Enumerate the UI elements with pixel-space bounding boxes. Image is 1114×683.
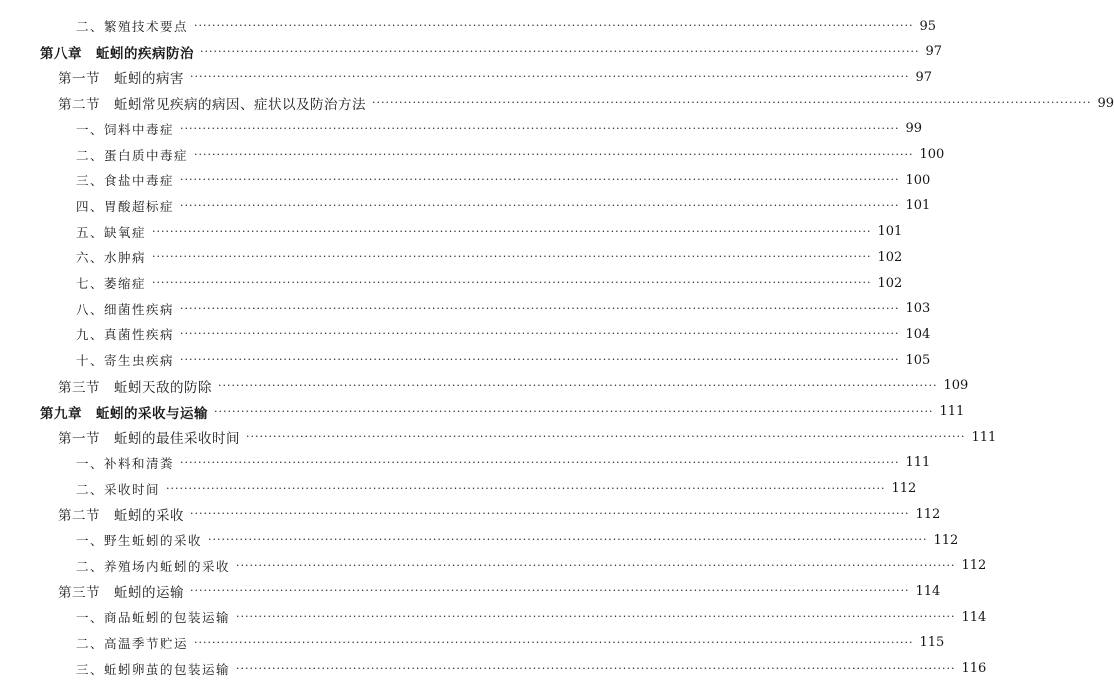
toc-entry (0, 117, 923, 141)
toc-entry-page: 114 (915, 583, 941, 599)
toc-entry-page: 104 (905, 326, 931, 342)
toc-entry (0, 40, 942, 64)
dot-leader: ································································································································································ (180, 353, 900, 367)
toc-entry-title: 一、补料和清粪 (76, 455, 175, 471)
toc-entry (0, 245, 903, 269)
toc-entry-title: 八、细菌性疾病 (76, 301, 175, 317)
toc-entry (0, 65, 932, 89)
toc-entry-page: 111 (905, 455, 931, 471)
toc-entry (0, 168, 931, 192)
toc-entry-title: 十、寄生虫疾病 (76, 353, 175, 369)
toc-entry-page: 111 (971, 429, 997, 445)
toc-entry-page: 103 (905, 301, 931, 317)
toc-entry-title: 六、水肿病 (76, 250, 147, 266)
toc-entry-title: 二、高温季节贮运 (76, 635, 189, 651)
dot-leader: ································································································································································ (208, 533, 928, 546)
dot-leader: ································································································································································ (190, 70, 910, 84)
dot-leader: ································································································································································ (372, 96, 1092, 110)
toc-entry-title: 二、采收时间 (76, 481, 161, 497)
toc-entry-title: 一、野生蚯蚓的采收 (76, 533, 203, 548)
toc-entry (0, 322, 931, 346)
toc-entry (0, 91, 1114, 115)
toc-entry (0, 220, 903, 244)
toc-entry-title: 一、饲料中毒症 (76, 121, 175, 137)
toc-entry (0, 143, 945, 167)
toc-entry-title: 三、食盐中毒症 (76, 173, 175, 189)
toc-entry-page: 102 (877, 249, 903, 265)
dot-leader: ································································································································································ (218, 378, 938, 392)
dot-leader: ································································································································································ (236, 558, 956, 572)
toc-entry (0, 657, 987, 681)
toc-entry-page: 100 (919, 147, 945, 162)
toc-entry-page: 97 (915, 69, 932, 85)
toc-entry-title: 第一节 蚯蚓的最佳采收时间 (58, 431, 240, 448)
toc-entry (0, 14, 937, 38)
toc-entry-title: 五、缺氧症 (76, 224, 147, 240)
toc-entry-page: 112 (961, 558, 987, 574)
toc-entry-page: 112 (891, 481, 917, 497)
dot-leader: ································································································································································ (236, 610, 956, 624)
toc-entry-title: 第九章 蚯蚓的采收与运输 (40, 405, 208, 422)
dot-leader: ································································································································································ (194, 635, 914, 649)
toc-entry-page: 97 (925, 44, 942, 60)
toc-entry-page: 101 (905, 198, 931, 214)
toc-entry-page: 111 (939, 404, 965, 419)
toc-entry-page: 99 (1097, 95, 1114, 111)
dot-leader: ································································································································································ (180, 173, 900, 187)
toc-entry (0, 502, 941, 526)
toc-entry-title: 四、胃酸超标症 (76, 198, 175, 214)
toc-entry (0, 374, 969, 398)
dot-leader: ································································································································································ (180, 301, 900, 315)
toc-entry-page: 109 (943, 378, 969, 394)
toc-entry-page: 112 (915, 506, 941, 522)
toc-entry-title: 第八章 蚯蚓的疾病防治 (40, 45, 194, 62)
toc-entry-page: 102 (877, 275, 903, 291)
toc-entry-page: 112 (933, 532, 959, 548)
toc-entry (0, 297, 931, 321)
toc-entry (0, 605, 987, 629)
toc-entry-page: 99 (905, 121, 923, 137)
toc-entry-title: 二、繁殖技术要点 (76, 19, 189, 34)
toc-entry-title: 一、商品蚯蚓的包装运输 (76, 610, 231, 626)
toc-entry (0, 194, 931, 218)
toc-entry-page: 101 (877, 224, 903, 240)
toc-entry (0, 271, 903, 295)
dot-leader: ································································································································································ (190, 584, 910, 598)
toc-entry (0, 451, 931, 475)
toc-entry (0, 348, 931, 372)
toc-entry (0, 631, 945, 655)
toc-entry-page: 115 (919, 635, 945, 651)
toc-entry-title: 二、养殖场内蚯蚓的采收 (76, 558, 231, 574)
toc-entry-title: 第一节 蚯蚓的病害 (58, 71, 184, 88)
toc-entry-title: 第二节 蚯蚓的采收 (58, 508, 184, 525)
dot-leader: ································································································································································ (152, 276, 872, 289)
dot-leader: ································································································································································ (200, 44, 920, 58)
dot-leader: ································································································································································ (180, 121, 900, 135)
dot-leader: ································································································································································ (236, 661, 956, 675)
dot-leader: ································································································································································ (190, 507, 910, 521)
toc-entry-title: 七、萎缩症 (76, 276, 147, 291)
dot-leader: ································································································································································ (246, 430, 966, 444)
dot-leader: ································································································································································ (180, 198, 900, 212)
toc-entry-title: 三、蚯蚓卵茧的包装运输 (76, 661, 231, 677)
dot-leader: ································································································································································ (152, 250, 872, 264)
toc-entry (0, 477, 917, 501)
toc-entry-page: 105 (905, 352, 931, 368)
dot-leader: ································································································································································ (180, 327, 900, 341)
toc-entry-page: 95 (919, 18, 937, 34)
toc-entry (0, 425, 997, 449)
toc-entry (0, 528, 959, 552)
toc-entry-title: 二、蛋白质中毒症 (76, 147, 189, 163)
dot-leader: ································································································································································ (152, 224, 872, 238)
toc-entry (0, 579, 941, 603)
toc-entry (0, 400, 965, 424)
toc-entry-title: 九、真菌性疾病 (76, 327, 175, 343)
toc-entry-title: 第三节 蚯蚓天敌的防除 (58, 379, 212, 396)
dot-leader: ································································································································································ (214, 404, 934, 418)
dot-leader: ································································································································································ (194, 147, 914, 161)
toc-entry-page: 114 (961, 609, 987, 625)
toc-entry-page: 100 (905, 172, 931, 188)
toc-entry-page: 116 (961, 661, 987, 676)
toc-entry-title: 第三节 蚯蚓的运输 (58, 585, 184, 602)
dot-leader: ································································································································································ (166, 481, 886, 495)
toc-entry-title: 第二节 蚯蚓常见疾病的病因、症状以及防治方法 (58, 97, 366, 114)
dot-leader: ································································································································································ (180, 455, 900, 469)
dot-leader: ································································································································································ (194, 19, 914, 32)
toc-entry (0, 554, 987, 578)
